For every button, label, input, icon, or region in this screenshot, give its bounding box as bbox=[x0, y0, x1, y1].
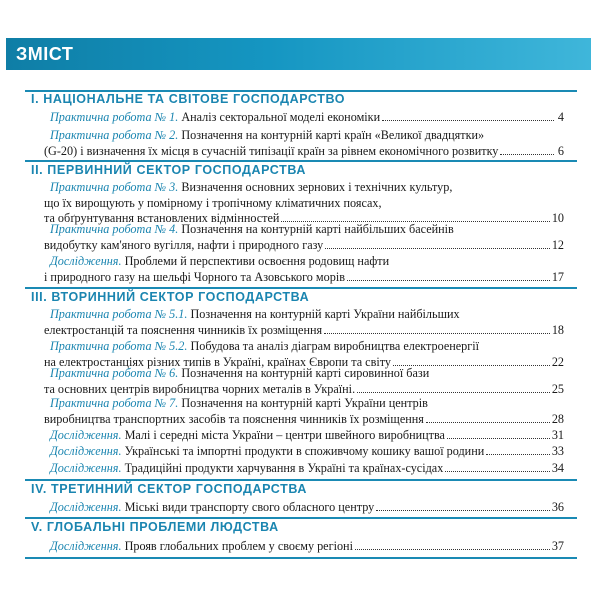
section-heading-2: ІІ. ПЕРВИННИЙ СЕКТОР ГОСПОДАРСТВА bbox=[31, 163, 306, 177]
toc-entry[interactable] bbox=[44, 461, 564, 477]
section-heading-1: І. НАЦІОНАЛЬНЕ ТА СВІТОВЕ ГОСПОДАРСТВО bbox=[31, 92, 346, 106]
toc-entry[interactable] bbox=[44, 222, 564, 253]
entry-text: Малі і середні міста України – центри швейного виробництва bbox=[124, 428, 445, 442]
dot-leader bbox=[426, 412, 550, 423]
dot-leader bbox=[324, 323, 550, 334]
page-number: 25 bbox=[551, 381, 564, 396]
dot-leader bbox=[393, 355, 550, 366]
entry-text: Українські та імпортні продукти в споживчому кошику вашої родини bbox=[124, 444, 485, 458]
page-number: 18 bbox=[551, 322, 564, 337]
entry-text: Аналіз секторальної моделі економіки bbox=[181, 110, 381, 124]
entry-text: Проблеми й перспективи освоєння родовищ нафти bbox=[124, 254, 390, 268]
page-number: 4 bbox=[557, 110, 564, 124]
page-number: 34 bbox=[551, 461, 564, 475]
entry-text: Визначення основних зернових і технічних культур, bbox=[181, 180, 453, 194]
entry-text: Позначення на контурній карті України центрів bbox=[181, 396, 428, 410]
entry-text: Прояв глобальних проблем у своєму регіоні bbox=[124, 539, 353, 553]
page-number: 36 bbox=[551, 500, 564, 514]
dot-leader bbox=[357, 382, 550, 393]
entry-text: на електростанціях різних типів в Україні, країнах Європи та світу bbox=[44, 354, 391, 369]
entry-label: Практична робота № 3. bbox=[50, 180, 179, 194]
toc-entry[interactable] bbox=[44, 110, 564, 126]
entry-label: Практична робота № 5.1. bbox=[50, 307, 188, 321]
dot-leader bbox=[445, 461, 550, 472]
contents-banner bbox=[6, 38, 591, 70]
dot-leader bbox=[447, 428, 550, 439]
entry-label: Практична робота № 4. bbox=[50, 222, 179, 236]
page-number: 31 bbox=[551, 428, 564, 442]
entry-label: Дослідження. bbox=[50, 444, 122, 458]
section-divider bbox=[25, 479, 577, 481]
entry-text: та обґрунтування встановлених відмінностей bbox=[44, 211, 280, 225]
entry-text: Позначення на контурній карті країн «Великої двадцятки» bbox=[181, 128, 485, 142]
entry-label: Практична робота № 6. bbox=[50, 366, 179, 380]
toc-entry[interactable] bbox=[44, 428, 564, 444]
section-heading-4: IV. ТРЕТИННИЙ СЕКТОР ГОСПОДАРСТВА bbox=[31, 482, 307, 496]
dot-leader bbox=[500, 144, 554, 155]
toc-entry[interactable] bbox=[44, 180, 564, 227]
page-number: 17 bbox=[551, 269, 564, 284]
page-number: 10 bbox=[551, 211, 564, 225]
entry-text: і природного газу на шельфі Чорного та Азовського морів bbox=[44, 269, 345, 284]
entry-text: видобутку кам'яного вугілля, нафти і природного газу bbox=[44, 237, 324, 252]
entry-text: та основних центрів виробництва чорних металів в Україні. bbox=[44, 381, 356, 396]
entry-label: Дослідження. bbox=[50, 539, 122, 553]
section-heading-5: V. ГЛОБАЛЬНІ ПРОБЛЕМИ ЛЮДСТВА bbox=[31, 520, 279, 534]
dot-leader bbox=[355, 539, 550, 550]
entry-text: Міські види транспорту свого обласного центру bbox=[124, 500, 375, 514]
entry-text: Позначення на контурній карті найбільших басейнів bbox=[181, 222, 454, 236]
entry-text: (G-20) і визначення їх місця в сучасній типізації країн за рівнем економічного розвитку bbox=[44, 143, 499, 158]
dot-leader bbox=[281, 211, 549, 222]
page-number: 6 bbox=[557, 143, 564, 158]
page-number: 37 bbox=[551, 539, 564, 553]
toc-entry[interactable] bbox=[44, 444, 564, 460]
entry-label: Практична робота № 7. bbox=[50, 396, 179, 410]
page-number: 33 bbox=[551, 444, 564, 458]
entry-text: виробництва транспортних засобів та пояснення чинників їх розміщення bbox=[44, 411, 424, 426]
entry-label: Практична робота № 5.2. bbox=[50, 339, 188, 353]
toc-entry[interactable] bbox=[44, 396, 564, 427]
entry-label: Дослідження. bbox=[50, 254, 122, 268]
entry-text: Позначення на контурній карті сировинної бази bbox=[181, 366, 430, 380]
entry-text: Традиційні продукти харчування в Україні та країнах-сусідах bbox=[124, 461, 444, 475]
section-divider bbox=[25, 160, 577, 162]
dot-leader bbox=[347, 270, 550, 281]
toc-entry[interactable] bbox=[44, 128, 564, 159]
section-divider bbox=[25, 287, 577, 289]
entry-label: Практична робота № 1. bbox=[50, 110, 179, 124]
toc-entry[interactable] bbox=[44, 500, 564, 516]
dot-leader bbox=[486, 444, 550, 455]
entry-text: що їх вирощують у помірному і тропічному кліматичних поясах, bbox=[44, 195, 382, 210]
section-heading-3: ІІІ. ВТОРИННИЙ СЕКТОР ГОСПОДАРСТВА bbox=[31, 290, 310, 304]
entry-label: Дослідження. bbox=[50, 461, 122, 475]
entry-text: Позначення на контурній карті України найбільших bbox=[190, 307, 460, 321]
dot-leader bbox=[382, 110, 554, 121]
dot-leader bbox=[376, 500, 550, 511]
entry-text: Побудова та аналіз діаграм виробництва електроенергії bbox=[190, 339, 480, 353]
page-number: 22 bbox=[551, 354, 564, 369]
page-number: 12 bbox=[551, 237, 564, 252]
page-title: ЗМІСТ bbox=[16, 44, 74, 64]
entry-text: електростанцій та пояснення чинників їх розміщення bbox=[44, 322, 323, 337]
entry-label: Практична робота № 2. bbox=[50, 128, 179, 142]
toc-entry[interactable] bbox=[44, 366, 564, 397]
toc-entry[interactable] bbox=[44, 539, 564, 555]
toc-entry[interactable] bbox=[44, 307, 564, 338]
bottom-divider bbox=[25, 557, 577, 559]
page-number: 28 bbox=[551, 411, 564, 426]
entry-label: Дослідження. bbox=[50, 428, 122, 442]
entry-label: Дослідження. bbox=[50, 500, 122, 514]
dot-leader bbox=[325, 238, 550, 249]
toc-entry[interactable] bbox=[44, 254, 564, 285]
section-divider bbox=[25, 517, 577, 519]
